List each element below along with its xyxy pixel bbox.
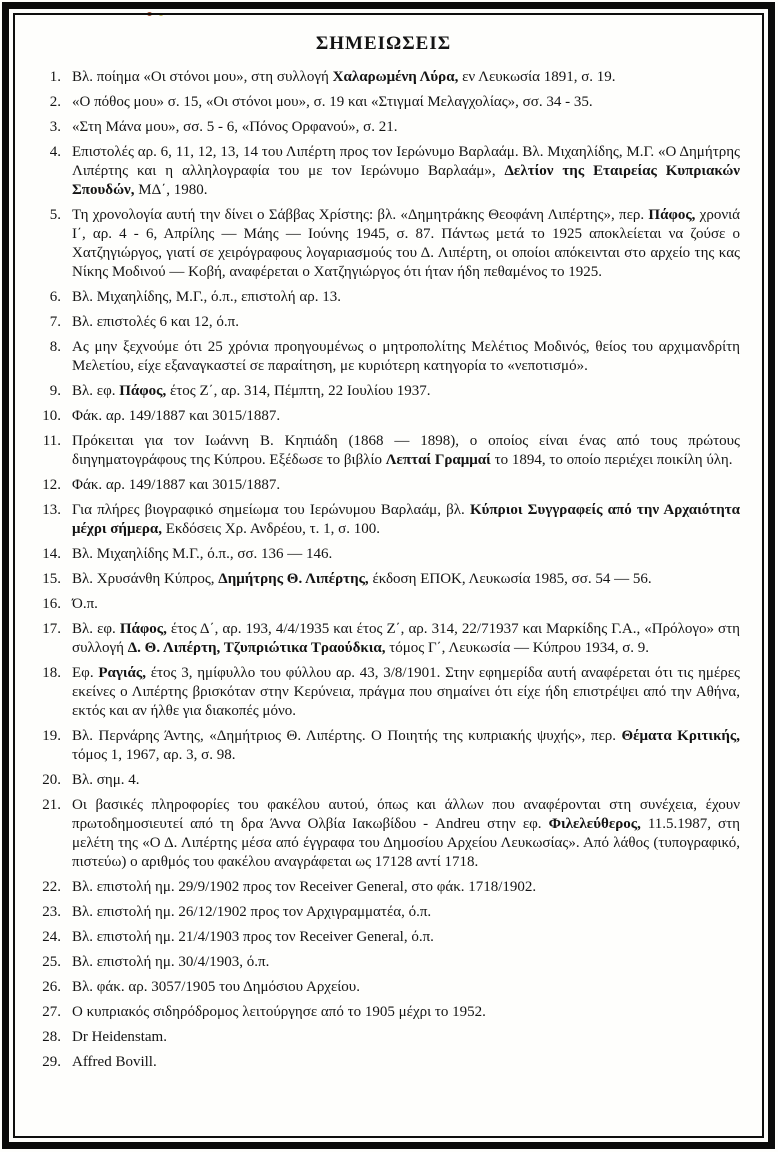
note-number: 2.: [49, 94, 61, 110]
note-item: [27, 1053, 740, 1072]
note-item: [27, 928, 740, 947]
note-item: [27, 206, 740, 282]
note-text: Ό.π.: [72, 596, 98, 612]
note-text: Βλ. σημ. 4.: [72, 772, 140, 788]
note-item: [27, 143, 740, 200]
note-text: «Στη Μάνα μου», σσ. 5 - 6, «Πόνος Ορφανού», σ. 21.: [72, 119, 398, 135]
note-number: 21.: [42, 797, 61, 813]
note-number: 1.: [49, 69, 61, 85]
note-number: 14.: [42, 546, 61, 562]
note-number: 16.: [42, 596, 61, 612]
note-item: [27, 978, 740, 997]
note-number: 22.: [42, 879, 61, 895]
note-text: Ο κυπριακός σιδηρόδρομος λειτούργησε από το 1905 μέχρι το 1952.: [72, 1004, 486, 1020]
note-text: Βλ. εφ. Πάφος, έτος Δ΄, αρ. 193, 4/4/1935 και έτος Ζ΄, αρ. 314, 22/71937 και Μαρκίδης Γ.Α., «Πρόλογο» στη συλλογή Δ. Θ. Λιπέρτη, Τζυπριώτικα Τραούδκια, τόμος Γ΄, Λευκωσία — Κύπρου 1934, σ. 9.: [72, 621, 740, 656]
note-text: Βλ. Μιχαηλίδης Μ.Γ., ό.π., σσ. 136 — 146.: [72, 546, 333, 562]
note-number: 4.: [49, 144, 61, 160]
note-number: 29.: [42, 1054, 61, 1070]
note-text: Βλ. επιστολή ημ. 26/12/1902 προς τον Αρχιγραμματέα, ό.π.: [72, 904, 432, 920]
note-text: Βλ. επιστολή ημ. 21/4/1903 προς τον Receiver General, ό.π.: [72, 929, 434, 945]
note-number: 27.: [42, 1004, 61, 1020]
note-item: [27, 664, 740, 721]
note-text: Φάκ. αρ. 149/1887 και 3015/1887.: [72, 477, 281, 493]
note-text: Βλ. επιστολή ημ. 30/4/1903, ό.π.: [72, 954, 270, 970]
note-number: 23.: [42, 904, 61, 920]
note-text: Για πλήρες βιογραφικό σημείωμα του Ιερώνυμου Βαρλαάμ, βλ. Κύπριοι Συγγραφείς από την Αρχαιότητα μέχρι σήμερα, Εκδόσεις Χρ. Ανδρέου, τ. 1, σ. 100.: [72, 502, 740, 537]
note-item: [27, 93, 740, 112]
note-item: [27, 1028, 740, 1047]
note-text: Βλ. Περνάρης Άντης, «Δημήτριος Θ. Λιπέρτης. Ο Ποιητής της κυπριακής ψυχής», περ. Θέματα Κριτικής, τόμος 1, 1967, αρ. 3, σ. 98.: [72, 728, 740, 763]
note-number: 3.: [49, 119, 61, 135]
note-text: Βλ. ποίημα «Οι στόνοι μου», στη συλλογή Χαλαρωμένη Λύρα, εν Λευκωσία 1891, σ. 19.: [72, 69, 616, 85]
note-text: Βλ. επιστολές 6 και 12, ό.π.: [72, 314, 239, 330]
note-item: [27, 407, 740, 426]
note-item: [27, 476, 740, 495]
note-item: [27, 288, 740, 307]
note-text: Dr Heidenstam.: [72, 1029, 167, 1045]
page-title: ΣΗΜΕΙΩΣΕΙΣ: [315, 33, 452, 54]
note-number: 25.: [42, 954, 61, 970]
note-text: «Ο πόθος μου» σ. 15, «Οι στόνοι μου», σ. 19 και «Στιγμαί Μελαγχολίας», σσ. 34 - 35.: [72, 94, 593, 110]
note-item: [27, 501, 740, 539]
page-outer-border: [2, 2, 775, 1149]
note-text: Οι βασικές πληροφορίες του φακέλου αυτού, όπως και άλλων που αναφέρονται στη συνέχεια, έχουν πρωτοδημοσιευτεί από τη δρα Άννα Ολβία Ιακωβίδου - Andreu στην εφ. Φιλελεύθερος, 11.5.1987, στη μελέτη της «Ο Δ. Λιπέρτης μέσα από έγγραφα του Δημοσίου Αρχείου Λευκωσίας». Από λάθος (τυπογραφικό, πιστεύω) ο αριθμός του φακέλου αναγράφεται ως 17128 αντί 1718.: [72, 797, 741, 870]
note-number: 7.: [49, 314, 61, 330]
note-text: Πρόκειται για τον Ιωάννη Β. Κηπιάδη (1868 — 1898), ο οποίος είναι ένας από τους πρώτους διηγηματογράφους της Κύπρου. Εξέδωσε το βιβλίο Λεπταί Γραμμαί το 1894, το οποίο περιέχει ποικίλη ύλη.: [72, 433, 740, 468]
note-item: [27, 620, 740, 658]
note-number: 12.: [42, 477, 61, 493]
note-number: 20.: [42, 772, 61, 788]
note-text: Βλ. Χρυσάνθη Κύπρος, Δημήτρης Θ. Λιπέρτης, έκδοση ΕΠΟΚ, Λευκωσία 1985, σσ. 54 — 56.: [72, 571, 652, 587]
note-text: Ας μην ξεχνούμε ότι 25 χρόνια προηγουμένως ο μητροπολίτης Μελέτιος Μοδινός, θείος του αρχιμανδρίτη Μελετίου, είχε εξαναγκαστεί σε παραίτηση, με κυριότερη κατηγορία το «νεποτισμό».: [72, 339, 740, 374]
page-content: [15, 15, 762, 1086]
note-item: [27, 338, 740, 376]
note-item: [27, 1003, 740, 1022]
note-number: 6.: [49, 289, 61, 305]
note-item: [27, 796, 740, 872]
notes-list: [27, 68, 740, 1072]
note-item: [27, 545, 740, 564]
note-text: Βλ. φάκ. αρ. 3057/1905 του Δημόσιου Αρχείου.: [72, 979, 360, 995]
note-item: [27, 903, 740, 922]
note-number: 19.: [42, 728, 61, 744]
note-item: [27, 953, 740, 972]
note-number: 9.: [49, 383, 61, 399]
note-number: 10.: [42, 408, 61, 424]
note-number: 28.: [42, 1029, 61, 1045]
note-item: [27, 727, 740, 765]
note-text: Βλ. επιστολή ημ. 29/9/1902 προς τον Receiver General, στο φάκ. 1718/1902.: [72, 879, 537, 895]
note-item: [27, 771, 740, 790]
note-text: Affred Bovill.: [72, 1054, 157, 1070]
note-item: [27, 432, 740, 470]
note-number: 24.: [42, 929, 61, 945]
note-number: 11.: [42, 433, 61, 449]
page-inner-border: [13, 13, 764, 1138]
note-number: 18.: [42, 665, 61, 681]
note-item: [27, 595, 740, 614]
note-text: Βλ. εφ. Πάφος, έτος Ζ΄, αρ. 314, Πέμπτη, 22 Ιουλίου 1937.: [72, 383, 431, 399]
note-number: 8.: [49, 339, 61, 355]
note-text: Εφ. Ραγιάς, έτος 3, ημίφυλλο του φύλλου αρ. 43, 3/8/1901. Στην εφημερίδα αυτή αναφέρεται ότι τις ημέρες εκείνες ο Λιπέρτης βρισκόταν στην Κερύνεια, πράγμα που σημαίνει ότι είχε ήδη επιστρέψει από την Αθήνα, εκτός και αν ήλθε για διακοπές μόνο.: [72, 665, 740, 719]
note-item: [27, 878, 740, 897]
note-number: 17.: [42, 621, 61, 637]
note-item: [27, 68, 740, 87]
note-item: [27, 118, 740, 137]
note-number: 26.: [42, 979, 61, 995]
note-number: 15.: [42, 571, 61, 587]
note-number: 5.: [49, 207, 61, 223]
note-item: [27, 382, 740, 401]
note-text: Επιστολές αρ. 6, 11, 12, 13, 14 του Λιπέρτη προς τον Ιερώνυμο Βαρλαάμ. Βλ. Μιχαηλίδης, Μ.Γ. «Ο Δημήτρης Λιπέρτης και η αλληλογραφία του με τον Ιερώνυμο Βαρλαάμ», Δελτίον της Εταιρείας Κυπριακών Σπουδών, ΜΔ΄, 1980.: [72, 144, 740, 198]
note-number: 13.: [42, 502, 61, 518]
note-text: Τη χρονολογία αυτή την δίνει ο Σάββας Χρίστης: βλ. «Δημητράκης Θεοφάνη Λιπέρτης», περ. Πάφος, χρονιά Ι΄, αρ. 4 - 6, Απρίλης — Μάης — Ιούνης 1945, σ. 87. Πάντως μετά το 1925 αποκλείεται να ζούσε ο Χατζηγιώργος, γιατί σε χειρόγραφους λογαριασμούς του Δ. Λιπέρτη, οι οποίοι απόκεινται στο αρχείο της κας Νίκης Μοδινού — Κοβή, αναφέρεται ο Χατζηγιώργος ότι ήταν ήδη πεθαμένος το 1925.: [72, 207, 740, 280]
note-item: [27, 313, 740, 332]
note-item: [27, 570, 740, 589]
note-text: Βλ. Μιχαηλίδης, Μ.Γ., ό.π., επιστολή αρ. 13.: [72, 289, 341, 305]
note-text: Φάκ. αρ. 149/1887 και 3015/1887.: [72, 408, 281, 424]
